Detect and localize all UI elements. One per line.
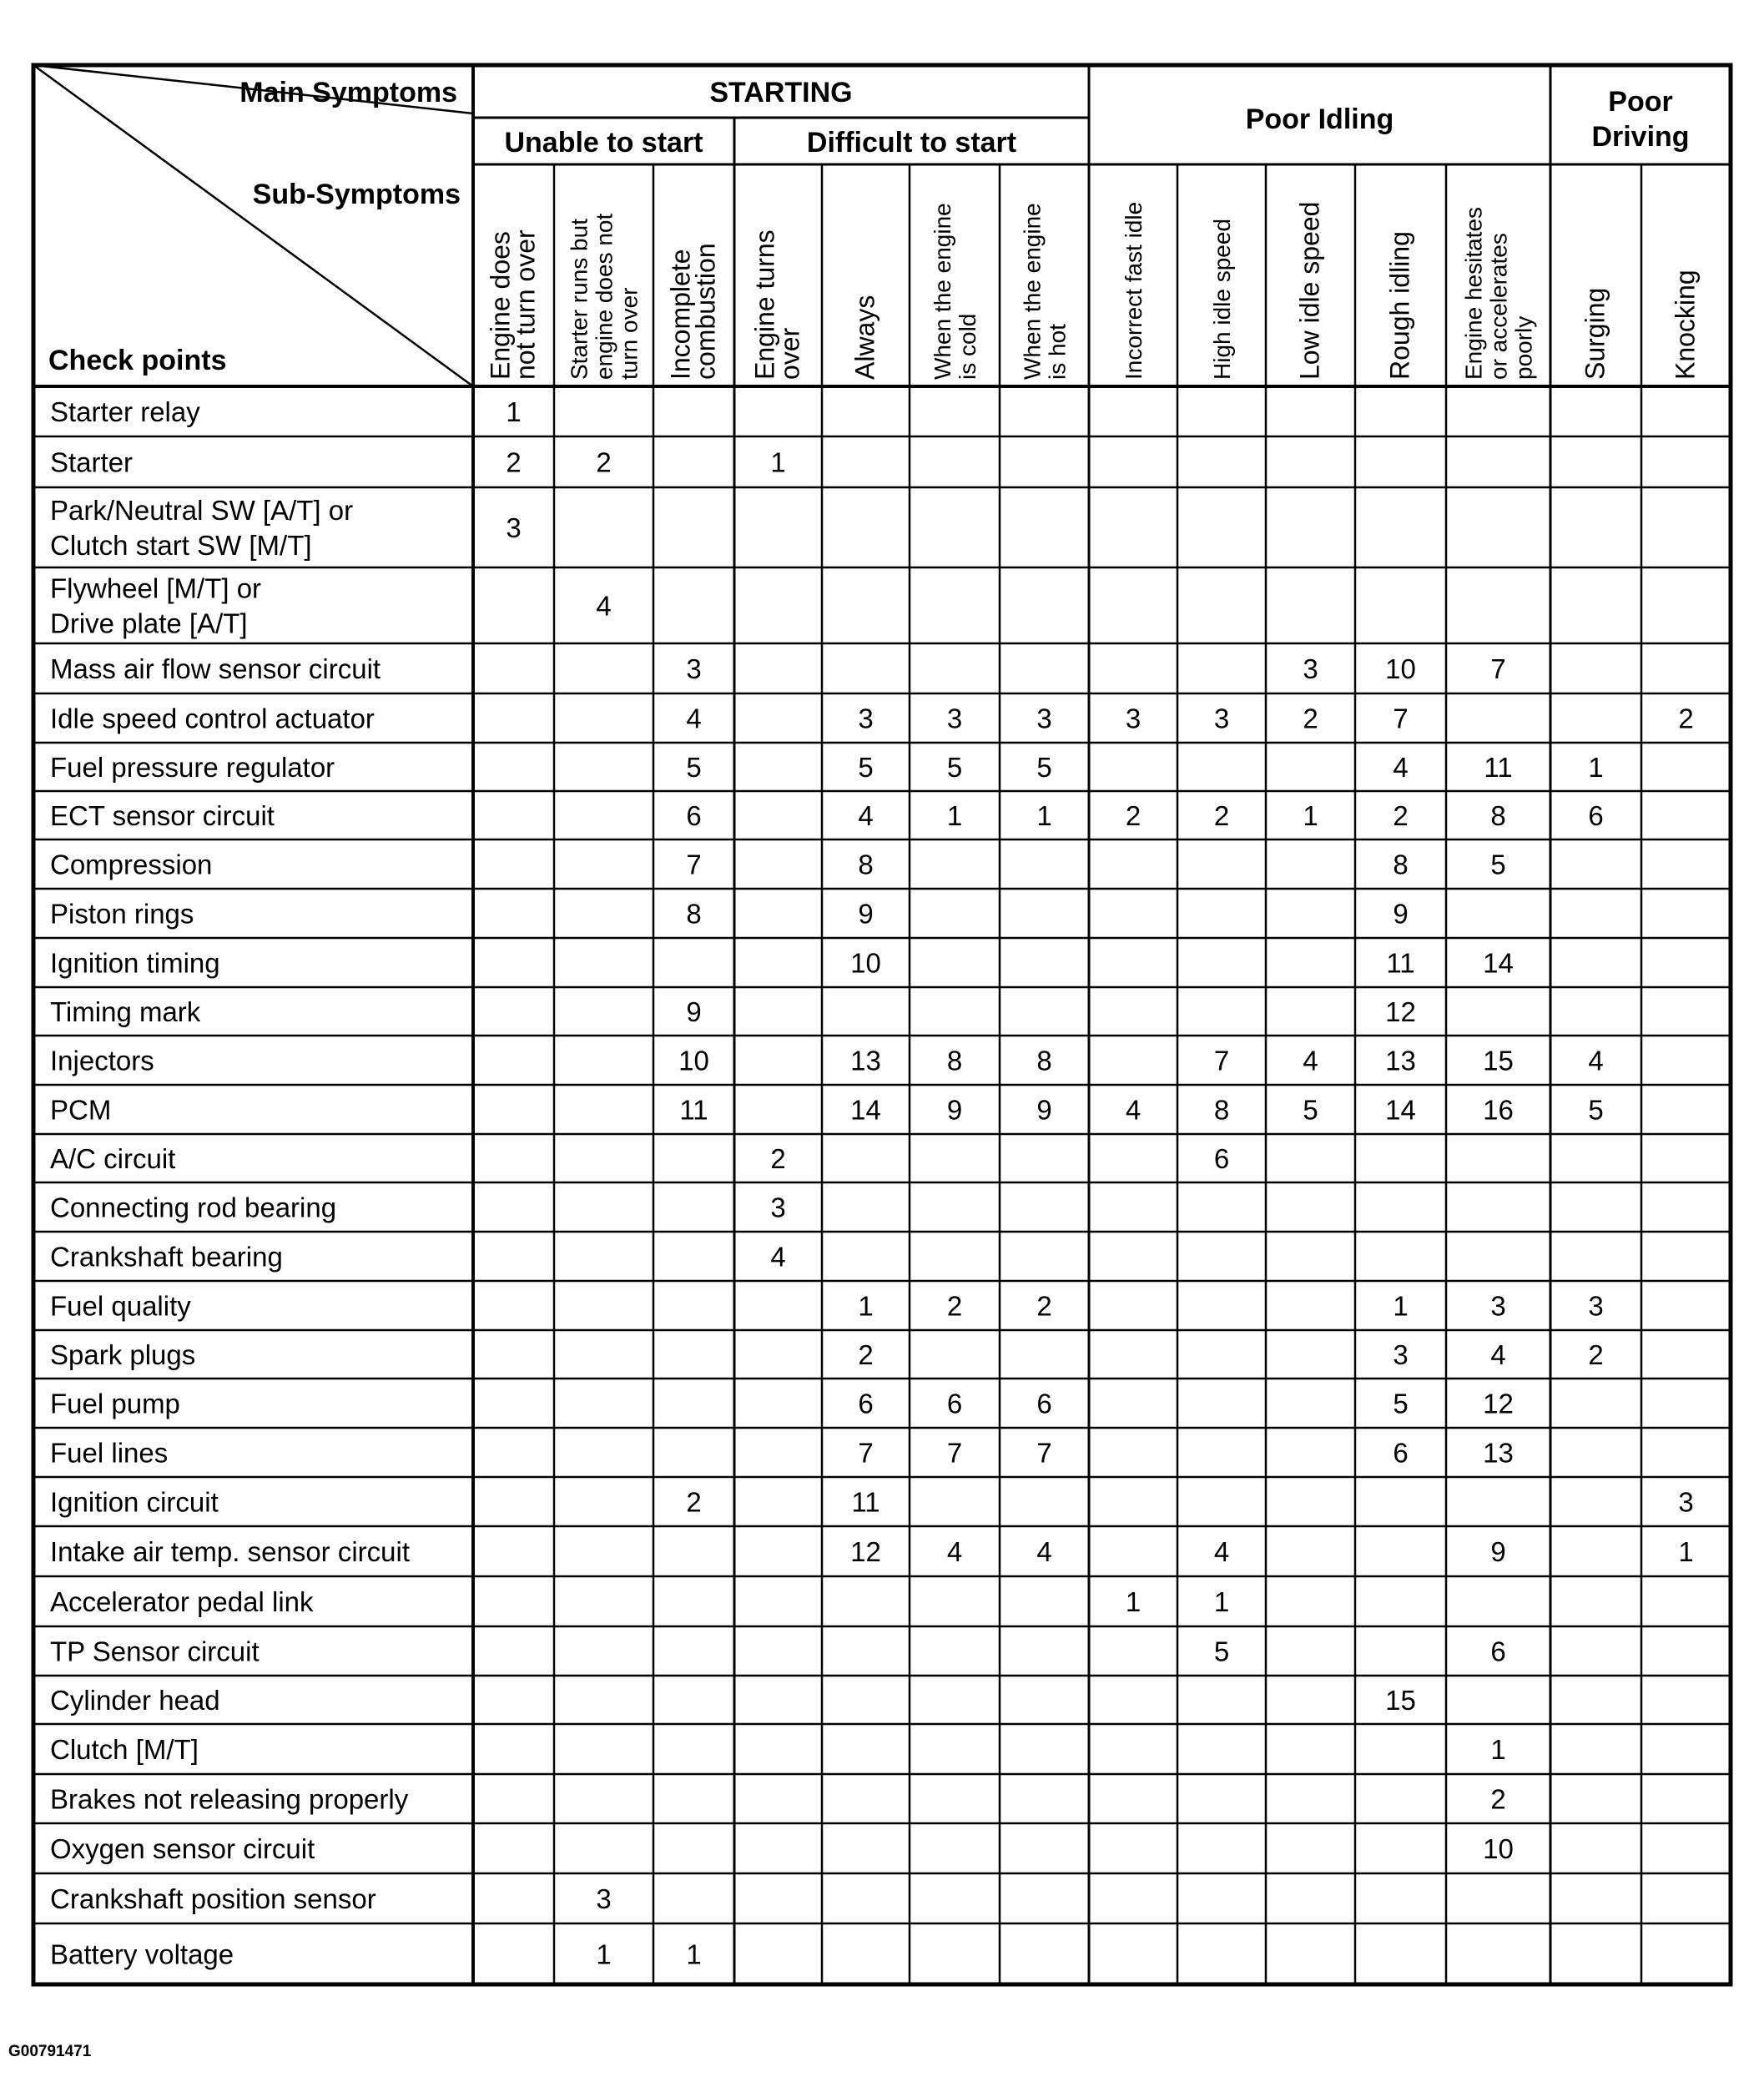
- priority-value: 9: [1036, 1094, 1052, 1126]
- priority-value: 10: [1483, 1833, 1514, 1864]
- priority-value: 4: [1036, 1536, 1052, 1567]
- priority-value: 1: [1303, 800, 1318, 831]
- priority-value: 1: [1393, 1290, 1409, 1322]
- priority-value: 6: [858, 1388, 874, 1419]
- check-point-label: TP Sensor circuit: [50, 1636, 260, 1667]
- check-point-label: Oxygen sensor circuit: [50, 1833, 315, 1864]
- check-point-label: Battery voltage: [50, 1938, 234, 1970]
- priority-value: 8: [1393, 849, 1409, 880]
- priority-value: 14: [1385, 1094, 1416, 1126]
- priority-value: 4: [1490, 1339, 1506, 1370]
- group-poor-driving: Driving: [1591, 121, 1690, 153]
- column-header-13: Surging: [1580, 287, 1610, 380]
- priority-value: 2: [1125, 800, 1142, 831]
- priority-value: 14: [850, 1094, 881, 1126]
- priority-value: 7: [1490, 653, 1506, 684]
- priority-value: 6: [1588, 800, 1604, 831]
- column-header-3: Incomplete: [665, 249, 696, 380]
- column-header-8: Incorrect fast idle: [1121, 201, 1147, 380]
- priority-value: 3: [946, 703, 963, 734]
- check-point-label: Flywheel [M/T] or: [50, 572, 262, 604]
- check-point-label: Fuel pressure regulator: [50, 752, 335, 783]
- priority-value: 8: [1036, 1045, 1052, 1076]
- group-poor-idling: Poor Idling: [1245, 103, 1394, 135]
- check-point-label: Starter relay: [50, 396, 200, 427]
- priority-value: 15: [1385, 1685, 1416, 1716]
- priority-value: 5: [1213, 1636, 1230, 1667]
- table-header: [48, 77, 1701, 380]
- priority-value: 4: [1393, 752, 1409, 783]
- priority-value: 2: [1303, 703, 1318, 734]
- priority-value: 16: [1483, 1094, 1514, 1126]
- column-header-4: over: [774, 327, 805, 380]
- priority-value: 7: [1036, 1437, 1052, 1469]
- column-header-7: When the engine: [1019, 203, 1046, 380]
- priority-value: 15: [1483, 1045, 1514, 1076]
- priority-value: 1: [1125, 1586, 1142, 1617]
- priority-value: 14: [1483, 947, 1514, 979]
- priority-value: 4: [858, 800, 874, 831]
- priority-value: 10: [1385, 653, 1416, 684]
- priority-value: 6: [1036, 1388, 1052, 1419]
- priority-value: 4: [946, 1536, 963, 1567]
- main-symptoms-label: Main Symptoms: [239, 77, 457, 108]
- priority-value: 2: [1213, 800, 1230, 831]
- check-point-label: Cylinder head: [50, 1685, 220, 1716]
- priority-value: 13: [850, 1045, 881, 1076]
- priority-value: 13: [1385, 1045, 1416, 1076]
- check-point-label: Drive plate [A/T]: [50, 607, 248, 639]
- priority-value: 5: [686, 752, 702, 783]
- priority-value: 3: [506, 512, 522, 543]
- check-point-label: Accelerator pedal link: [50, 1586, 314, 1617]
- column-header-2: engine does not: [591, 213, 617, 380]
- priority-value: 11: [1484, 752, 1513, 783]
- priority-value: 4: [1303, 1045, 1318, 1076]
- group-poor-driving: Poor: [1608, 86, 1673, 118]
- priority-value: 4: [596, 590, 612, 622]
- check-point-label: ECT sensor circuit: [50, 800, 275, 831]
- check-points-label: Check points: [48, 345, 227, 376]
- check-point-label: PCM: [50, 1094, 112, 1126]
- check-point-label: Timing mark: [50, 996, 201, 1027]
- column-header-5: Always: [849, 295, 880, 380]
- priority-value: 2: [858, 1339, 874, 1370]
- group-unable-to-start: Unable to start: [504, 127, 703, 159]
- column-header-4: Engine turns: [749, 229, 780, 380]
- priority-value: 3: [770, 1192, 786, 1223]
- column-header-11: Rough idling: [1384, 231, 1415, 380]
- check-point-label: Starter: [50, 446, 134, 478]
- header-diagonal-line: [33, 65, 473, 386]
- check-point-label: Fuel quality: [50, 1290, 191, 1322]
- priority-value: 12: [850, 1536, 881, 1567]
- priority-value: 3: [858, 703, 874, 734]
- priority-value: 1: [1588, 752, 1604, 783]
- priority-value: 9: [1490, 1536, 1506, 1567]
- priority-value: 12: [1385, 996, 1416, 1027]
- priority-value: 4: [770, 1241, 786, 1273]
- priority-value: 2: [686, 1486, 702, 1518]
- sub-symptoms-label: Sub-Symptoms: [252, 179, 461, 210]
- check-point-label: Park/Neutral SW [A/T] or: [50, 495, 354, 526]
- priority-value: 7: [946, 1437, 963, 1469]
- column-header-14: Knocking: [1670, 270, 1701, 380]
- priority-value: 5: [1393, 1388, 1409, 1419]
- priority-value: 3: [1125, 703, 1142, 734]
- priority-value: 11: [679, 1094, 708, 1126]
- priority-value: 10: [850, 947, 881, 979]
- column-header-1: Engine does: [485, 231, 516, 380]
- check-point-label: Crankshaft position sensor: [50, 1883, 376, 1914]
- priority-value: 7: [686, 849, 702, 880]
- column-header-3: combustion: [690, 243, 721, 380]
- priority-value: 3: [596, 1883, 612, 1914]
- priority-value: 8: [1490, 800, 1506, 831]
- priority-value: 2: [1588, 1339, 1604, 1370]
- priority-value: 5: [1490, 849, 1506, 880]
- check-point-label: Crankshaft bearing: [50, 1241, 283, 1273]
- check-point-label: Ignition circuit: [50, 1486, 219, 1518]
- priority-value: 10: [678, 1045, 709, 1076]
- priority-value: 6: [1393, 1437, 1409, 1469]
- group-difficult-to-start: Difficult to start: [806, 127, 1017, 159]
- column-header-1: not turn over: [510, 229, 541, 380]
- column-header-6: When the engine: [930, 203, 955, 380]
- priority-value: 3: [1393, 1339, 1409, 1370]
- check-point-label: Idle speed control actuator: [50, 703, 375, 734]
- priority-value: 3: [1036, 703, 1052, 734]
- priority-value: 3: [1303, 653, 1318, 684]
- column-header-7: is hot: [1044, 324, 1071, 380]
- priority-value: 4: [1588, 1045, 1604, 1076]
- check-point-label: Compression: [50, 849, 213, 880]
- check-point-label: Fuel lines: [50, 1437, 169, 1469]
- column-header-6: is cold: [955, 313, 980, 380]
- column-header-12: or accelerates: [1485, 233, 1512, 380]
- priority-value: 6: [686, 800, 702, 831]
- priority-value: 1: [1036, 800, 1052, 831]
- priority-value: 6: [1490, 1636, 1506, 1667]
- check-point-label: Clutch [M/T]: [50, 1734, 199, 1765]
- figure-id: G00791471: [8, 2043, 92, 2060]
- check-point-label: Injectors: [50, 1045, 154, 1076]
- priority-value: 7: [1213, 1045, 1230, 1076]
- check-point-label: Brakes not releasing properly: [50, 1783, 409, 1815]
- priority-value: 8: [858, 849, 874, 880]
- column-header-9: High idle speed: [1209, 218, 1235, 380]
- priority-value: 3: [1588, 1290, 1604, 1322]
- priority-value: 5: [1036, 752, 1052, 783]
- priority-value: 3: [1213, 703, 1230, 734]
- priority-value: 1: [686, 1938, 702, 1970]
- check-point-label: Connecting rod bearing: [50, 1192, 337, 1223]
- check-point-label: Spark plugs: [50, 1339, 196, 1370]
- check-point-label: Fuel pump: [50, 1388, 180, 1419]
- priority-value: 2: [1490, 1783, 1506, 1815]
- priority-value: 9: [946, 1094, 963, 1126]
- priority-value: 5: [858, 752, 874, 783]
- priority-value: 9: [1393, 898, 1409, 930]
- priority-value: 4: [686, 703, 702, 734]
- priority-value: 4: [1213, 1536, 1230, 1567]
- priority-value: 2: [1678, 703, 1694, 734]
- priority-value: 1: [858, 1290, 874, 1322]
- check-point-label: A/C circuit: [50, 1143, 176, 1174]
- priority-value: 2: [946, 1290, 963, 1322]
- priority-value: 6: [1213, 1143, 1230, 1174]
- priority-value: 2: [596, 446, 612, 478]
- check-point-label: Mass air flow sensor circuit: [50, 653, 381, 684]
- column-header-12: Engine hesitates: [1460, 206, 1487, 380]
- column-header-2: Starter runs but: [566, 219, 592, 380]
- priority-value: 11: [851, 1486, 880, 1518]
- priority-value: 4: [1125, 1094, 1142, 1126]
- priority-value: 2: [1393, 800, 1409, 831]
- priority-value: 2: [1036, 1290, 1052, 1322]
- priority-value: 9: [686, 996, 702, 1027]
- priority-value: 3: [1678, 1486, 1694, 1518]
- priority-value: 1: [1213, 1586, 1230, 1617]
- priority-value: 1: [1678, 1536, 1694, 1567]
- priority-value: 9: [858, 898, 874, 930]
- priority-value: 1: [506, 396, 522, 427]
- check-point-label: Ignition timing: [50, 947, 220, 979]
- priority-value: 11: [1386, 947, 1415, 979]
- column-header-10: Low idle speed: [1294, 201, 1325, 380]
- priority-value: 5: [1588, 1094, 1604, 1126]
- priority-value: 8: [946, 1045, 963, 1076]
- priority-value: 8: [686, 898, 702, 930]
- priority-value: 2: [770, 1143, 786, 1174]
- priority-value: 6: [946, 1388, 963, 1419]
- check-point-label: Piston rings: [50, 898, 194, 930]
- priority-value: 13: [1483, 1437, 1514, 1469]
- priority-value: 3: [686, 653, 702, 684]
- priority-value: 7: [1393, 703, 1409, 734]
- priority-value: 1: [596, 1938, 612, 1970]
- priority-value: 1: [1490, 1734, 1506, 1765]
- priority-value: 3: [1490, 1290, 1506, 1322]
- group-starting: STARTING: [709, 77, 853, 108]
- check-point-label: Intake air temp. sensor circuit: [50, 1536, 410, 1567]
- priority-value: 1: [946, 800, 963, 831]
- priority-value: 7: [858, 1437, 874, 1469]
- priority-value: 12: [1483, 1388, 1514, 1419]
- priority-value: 1: [770, 446, 786, 478]
- check-point-label: Clutch start SW [M/T]: [50, 530, 312, 561]
- column-header-2: turn over: [616, 287, 643, 380]
- priority-value: 5: [946, 752, 963, 783]
- priority-value: 2: [506, 446, 522, 478]
- column-header-12: poorly: [1510, 315, 1537, 380]
- priority-value: 8: [1213, 1094, 1230, 1126]
- priority-value: 5: [1303, 1094, 1318, 1126]
